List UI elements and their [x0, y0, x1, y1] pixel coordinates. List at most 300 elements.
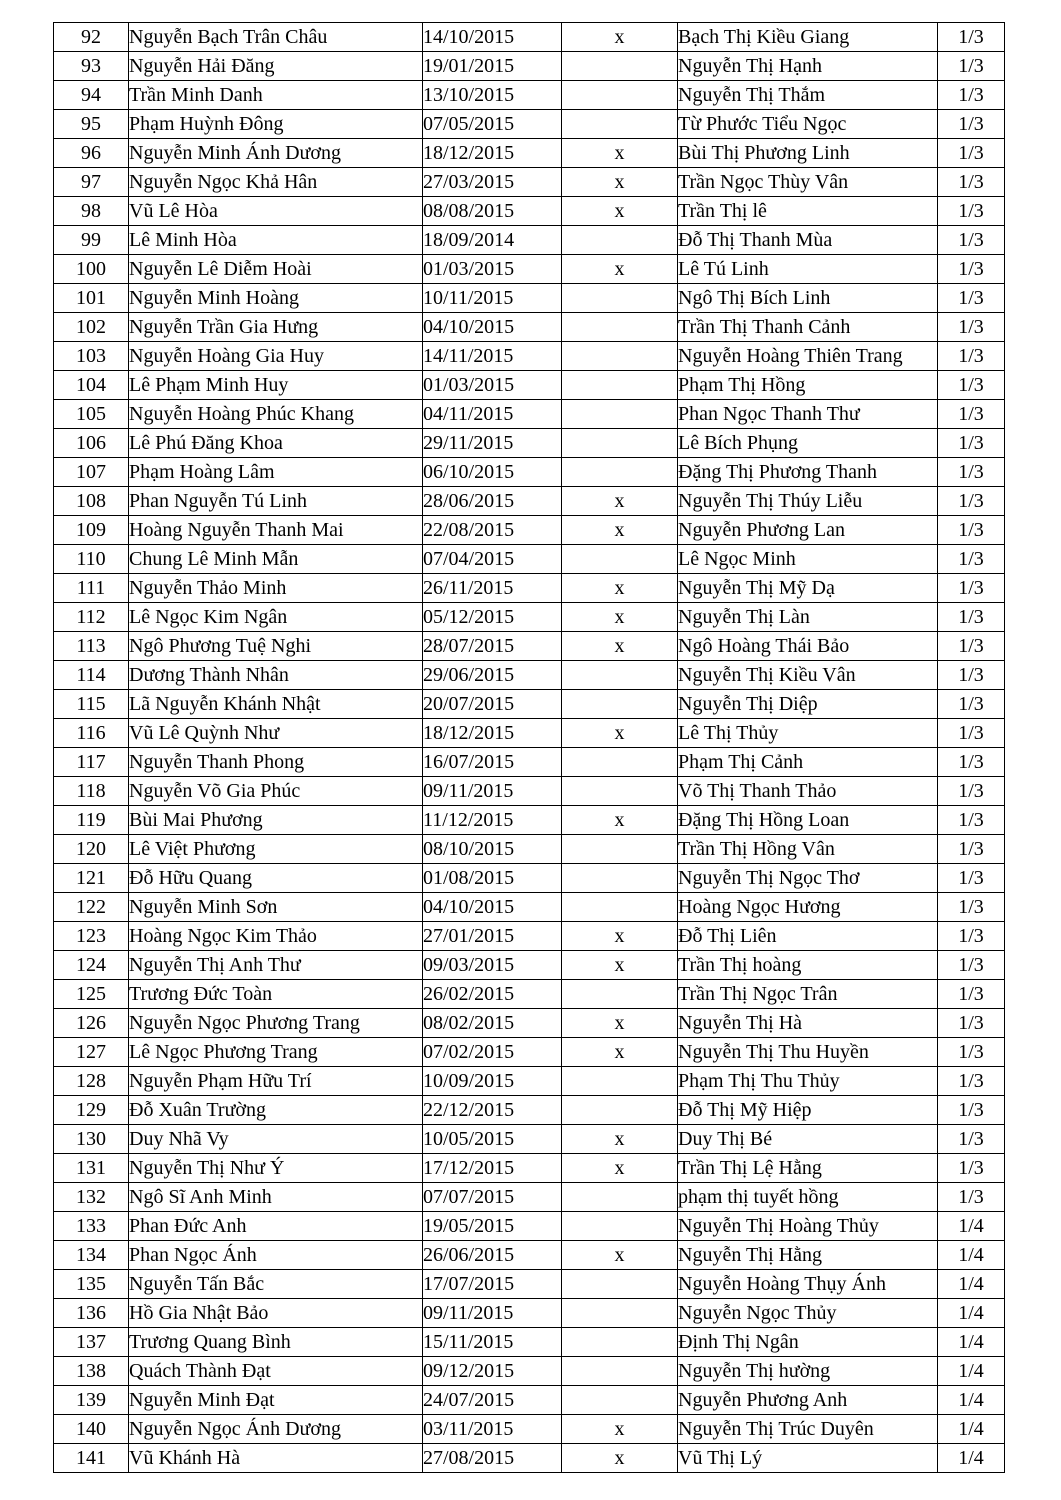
parent-name: Trần Thị hoàng [678, 951, 938, 980]
birth-date: 01/03/2015 [423, 371, 562, 400]
female-mark: x [562, 1154, 678, 1183]
table-row [54, 313, 1005, 342]
birth-date: 07/07/2015 [423, 1183, 562, 1212]
parent-name: Bùi Thị Phương Linh [678, 139, 938, 168]
birth-date: 22/12/2015 [423, 1096, 562, 1125]
student-name: Nguyễn Thị Anh Thư [129, 951, 423, 980]
table-row [54, 1328, 1005, 1357]
student-name: Lê Phạm Minh Huy [129, 371, 423, 400]
student-number: 94 [54, 81, 129, 110]
female-mark: x [562, 487, 678, 516]
parent-name: Nguyễn Thị Thúy Liễu [678, 487, 938, 516]
female-mark: x [562, 719, 678, 748]
table-row [54, 1357, 1005, 1386]
parent-name: Nguyễn Thị Thu Huyền [678, 1038, 938, 1067]
table-row [54, 23, 1005, 52]
female-mark: x [562, 922, 678, 951]
student-number: 134 [54, 1241, 129, 1270]
parent-name: Duy Thị Bé [678, 1125, 938, 1154]
student-name: Nguyễn Hoàng Gia Huy [129, 342, 423, 371]
student-number: 95 [54, 110, 129, 139]
class-name: 1/3 [938, 951, 1005, 980]
parent-name: Lê Bích Phụng [678, 429, 938, 458]
class-name: 1/3 [938, 1154, 1005, 1183]
student-number: 111 [54, 574, 129, 603]
birth-date: 08/08/2015 [423, 197, 562, 226]
female-mark [562, 1299, 678, 1328]
birth-date: 26/06/2015 [423, 1241, 562, 1270]
birth-date: 04/10/2015 [423, 313, 562, 342]
parent-name: Trần Thị Ngọc Trân [678, 980, 938, 1009]
student-name: Nguyễn Thảo Minh [129, 574, 423, 603]
class-name: 1/3 [938, 284, 1005, 313]
birth-date: 18/12/2015 [423, 139, 562, 168]
parent-name: Nguyễn Thị Trúc Duyên [678, 1415, 938, 1444]
student-name: Lê Ngọc Kim Ngân [129, 603, 423, 632]
table-row [54, 1299, 1005, 1328]
female-mark: x [562, 1444, 678, 1473]
birth-date: 18/12/2015 [423, 719, 562, 748]
student-number: 93 [54, 52, 129, 81]
table-row [54, 603, 1005, 632]
table-row [54, 777, 1005, 806]
parent-name: phạm thị tuyết hồng [678, 1183, 938, 1212]
table-row [54, 255, 1005, 284]
student-name: Ngô Sĩ Anh Minh [129, 1183, 423, 1212]
parent-name: Nguyễn Thị Hạnh [678, 52, 938, 81]
student-number: 139 [54, 1386, 129, 1415]
female-mark: x [562, 1009, 678, 1038]
class-name: 1/3 [938, 574, 1005, 603]
parent-name: Đặng Thị Hồng Loan [678, 806, 938, 835]
student-name: Nguyễn Tấn Bắc [129, 1270, 423, 1299]
class-name: 1/3 [938, 110, 1005, 139]
student-name: Vũ Khánh Hà [129, 1444, 423, 1473]
birth-date: 09/03/2015 [423, 951, 562, 980]
birth-date: 22/08/2015 [423, 516, 562, 545]
female-mark: x [562, 255, 678, 284]
student-name: Nguyễn Bạch Trân Châu [129, 23, 423, 52]
student-name: Phạm Hoàng Lâm [129, 458, 423, 487]
female-mark [562, 864, 678, 893]
student-number: 132 [54, 1183, 129, 1212]
student-number: 119 [54, 806, 129, 835]
parent-name: Lê Tú Linh [678, 255, 938, 284]
female-mark [562, 835, 678, 864]
class-name: 1/3 [938, 255, 1005, 284]
birth-date: 11/12/2015 [423, 806, 562, 835]
student-name: Trương Đức Toàn [129, 980, 423, 1009]
student-name: Nguyễn Hoàng Phúc Khang [129, 400, 423, 429]
female-mark [562, 458, 678, 487]
student-number: 121 [54, 864, 129, 893]
class-name: 1/3 [938, 719, 1005, 748]
student-name: Đỗ Hữu Quang [129, 864, 423, 893]
table-row [54, 748, 1005, 777]
class-name: 1/3 [938, 632, 1005, 661]
table-row [54, 1067, 1005, 1096]
birth-date: 28/06/2015 [423, 487, 562, 516]
student-name: Phạm Huỳnh Đông [129, 110, 423, 139]
birth-date: 01/03/2015 [423, 255, 562, 284]
birth-date: 26/11/2015 [423, 574, 562, 603]
parent-name: Ngô Thị Bích Linh [678, 284, 938, 313]
student-number: 124 [54, 951, 129, 980]
class-name: 1/3 [938, 893, 1005, 922]
class-name: 1/3 [938, 226, 1005, 255]
student-number: 109 [54, 516, 129, 545]
class-name: 1/3 [938, 429, 1005, 458]
student-name: Phan Nguyễn Tú Linh [129, 487, 423, 516]
birth-date: 07/04/2015 [423, 545, 562, 574]
class-name: 1/3 [938, 748, 1005, 777]
class-name: 1/3 [938, 313, 1005, 342]
parent-name: Nguyễn Thị Hà [678, 1009, 938, 1038]
birth-date: 14/11/2015 [423, 342, 562, 371]
student-name: Duy Nhã Vy [129, 1125, 423, 1154]
table-row [54, 1096, 1005, 1125]
class-name: 1/3 [938, 1009, 1005, 1038]
class-name: 1/4 [938, 1415, 1005, 1444]
female-mark [562, 1270, 678, 1299]
birth-date: 03/11/2015 [423, 1415, 562, 1444]
birth-date: 09/11/2015 [423, 1299, 562, 1328]
table-row [54, 806, 1005, 835]
female-mark: x [562, 951, 678, 980]
parent-name: Đỗ Thị Thanh Mùa [678, 226, 938, 255]
student-name: Nguyễn Ngọc Khả Hân [129, 168, 423, 197]
class-name: 1/3 [938, 371, 1005, 400]
female-mark: x [562, 603, 678, 632]
class-name: 1/4 [938, 1386, 1005, 1415]
birth-date: 27/03/2015 [423, 168, 562, 197]
student-number: 126 [54, 1009, 129, 1038]
class-name: 1/3 [938, 52, 1005, 81]
table-row [54, 632, 1005, 661]
student-number: 113 [54, 632, 129, 661]
student-name: Hoàng Nguyễn Thanh Mai [129, 516, 423, 545]
birth-date: 06/10/2015 [423, 458, 562, 487]
birth-date: 16/07/2015 [423, 748, 562, 777]
parent-name: Đặng Thị Phương Thanh [678, 458, 938, 487]
female-mark [562, 284, 678, 313]
table-row [54, 951, 1005, 980]
parent-name: Phan Ngọc Thanh Thư [678, 400, 938, 429]
female-mark [562, 226, 678, 255]
table-row [54, 690, 1005, 719]
class-name: 1/3 [938, 458, 1005, 487]
class-name: 1/3 [938, 545, 1005, 574]
female-mark [562, 1067, 678, 1096]
female-mark [562, 1386, 678, 1415]
table-row [54, 1212, 1005, 1241]
table-row [54, 429, 1005, 458]
parent-name: Nguyễn Thị Kiều Vân [678, 661, 938, 690]
table-row [54, 110, 1005, 139]
parent-name: Phạm Thị Hồng [678, 371, 938, 400]
table-row [54, 1386, 1005, 1415]
table-row [54, 1415, 1005, 1444]
student-name: Hồ Gia Nhật Bảo [129, 1299, 423, 1328]
student-name: Nguyễn Ngọc Ánh Dương [129, 1415, 423, 1444]
student-number: 122 [54, 893, 129, 922]
student-number: 135 [54, 1270, 129, 1299]
student-number: 108 [54, 487, 129, 516]
table-row [54, 458, 1005, 487]
student-number: 97 [54, 168, 129, 197]
student-number: 99 [54, 226, 129, 255]
female-mark [562, 400, 678, 429]
student-number: 112 [54, 603, 129, 632]
birth-date: 15/11/2015 [423, 1328, 562, 1357]
female-mark [562, 52, 678, 81]
student-name: Lã Nguyễn Khánh Nhật [129, 690, 423, 719]
female-mark: x [562, 1125, 678, 1154]
student-name: Ngô Phương Tuệ Nghi [129, 632, 423, 661]
female-mark [562, 313, 678, 342]
parent-name: Nguyễn Thị Mỹ Dạ [678, 574, 938, 603]
student-number: 110 [54, 545, 129, 574]
student-number: 125 [54, 980, 129, 1009]
female-mark [562, 1212, 678, 1241]
female-mark [562, 1357, 678, 1386]
student-name: Phan Đức Anh [129, 1212, 423, 1241]
student-name: Lê Ngọc Phương Trang [129, 1038, 423, 1067]
student-number: 136 [54, 1299, 129, 1328]
birth-date: 27/01/2015 [423, 922, 562, 951]
class-name: 1/4 [938, 1357, 1005, 1386]
female-mark [562, 1328, 678, 1357]
student-name: Nguyễn Võ Gia Phúc [129, 777, 423, 806]
student-name: Lê Việt Phương [129, 835, 423, 864]
student-name: Nguyễn Lê Diễm Hoài [129, 255, 423, 284]
class-name: 1/3 [938, 690, 1005, 719]
birth-date: 13/10/2015 [423, 81, 562, 110]
birth-date: 10/11/2015 [423, 284, 562, 313]
female-mark [562, 980, 678, 1009]
class-name: 1/4 [938, 1299, 1005, 1328]
birth-date: 26/02/2015 [423, 980, 562, 1009]
female-mark [562, 690, 678, 719]
female-mark: x [562, 168, 678, 197]
student-number: 117 [54, 748, 129, 777]
class-name: 1/3 [938, 400, 1005, 429]
table-row [54, 1038, 1005, 1067]
birth-date: 04/10/2015 [423, 893, 562, 922]
female-mark [562, 371, 678, 400]
parent-name: Trần Thị Lệ Hằng [678, 1154, 938, 1183]
student-name: Nguyễn Phạm Hữu Trí [129, 1067, 423, 1096]
birth-date: 01/08/2015 [423, 864, 562, 893]
parent-name: Phạm Thị Thu Thủy [678, 1067, 938, 1096]
student-name: Nguyễn Trần Gia Hưng [129, 313, 423, 342]
class-name: 1/3 [938, 603, 1005, 632]
table-row [54, 893, 1005, 922]
student-number: 101 [54, 284, 129, 313]
table-row [54, 197, 1005, 226]
female-mark: x [562, 574, 678, 603]
class-name: 1/3 [938, 516, 1005, 545]
table-row [54, 574, 1005, 603]
parent-name: Nguyễn Thị Ngọc Thơ [678, 864, 938, 893]
class-name: 1/4 [938, 1270, 1005, 1299]
table-row [54, 1009, 1005, 1038]
parent-name: Hoàng Ngọc Hương [678, 893, 938, 922]
student-number: 115 [54, 690, 129, 719]
birth-date: 18/09/2014 [423, 226, 562, 255]
student-number: 92 [54, 23, 129, 52]
student-name: Vũ Lê Quỳnh Như [129, 719, 423, 748]
female-mark: x [562, 1415, 678, 1444]
birth-date: 14/10/2015 [423, 23, 562, 52]
parent-name: Ngô Hoàng Thái Bảo [678, 632, 938, 661]
female-mark: x [562, 23, 678, 52]
student-name: Lê Minh Hòa [129, 226, 423, 255]
parent-name: Nguyễn Phương Lan [678, 516, 938, 545]
class-name: 1/4 [938, 1241, 1005, 1270]
class-name: 1/3 [938, 23, 1005, 52]
student-number: 138 [54, 1357, 129, 1386]
birth-date: 08/10/2015 [423, 835, 562, 864]
female-mark [562, 893, 678, 922]
student-number: 133 [54, 1212, 129, 1241]
student-number: 127 [54, 1038, 129, 1067]
table-row [54, 516, 1005, 545]
table-row [54, 342, 1005, 371]
class-name: 1/3 [938, 922, 1005, 951]
table-row [54, 1270, 1005, 1299]
parent-name: Võ Thị Thanh Thảo [678, 777, 938, 806]
female-mark [562, 429, 678, 458]
table-row [54, 719, 1005, 748]
table-row [54, 81, 1005, 110]
student-name: Nguyễn Ngọc Phương Trang [129, 1009, 423, 1038]
student-name: Bùi Mai Phương [129, 806, 423, 835]
parent-name: Từ Phước Tiểu Ngọc [678, 110, 938, 139]
class-name: 1/3 [938, 864, 1005, 893]
student-number: 105 [54, 400, 129, 429]
table-row [54, 1125, 1005, 1154]
table-row [54, 980, 1005, 1009]
female-mark [562, 748, 678, 777]
parent-name: Trần Thị Thanh Cảnh [678, 313, 938, 342]
class-name: 1/3 [938, 980, 1005, 1009]
parent-name: Lê Ngọc Minh [678, 545, 938, 574]
class-name: 1/4 [938, 1328, 1005, 1357]
student-number: 120 [54, 835, 129, 864]
parent-name: Nguyễn Hoàng Thiên Trang [678, 342, 938, 371]
student-number: 118 [54, 777, 129, 806]
class-name: 1/3 [938, 168, 1005, 197]
table-row [54, 487, 1005, 516]
parent-name: Nguyễn Thị Hằng [678, 1241, 938, 1270]
student-number: 140 [54, 1415, 129, 1444]
student-number: 141 [54, 1444, 129, 1473]
parent-name: Nguyễn Thị Diệp [678, 690, 938, 719]
birth-date: 04/11/2015 [423, 400, 562, 429]
class-name: 1/3 [938, 139, 1005, 168]
parent-name: Nguyễn Hoàng Thụy Ánh [678, 1270, 938, 1299]
parent-name: Nguyễn Thị Hoàng Thủy [678, 1212, 938, 1241]
female-mark: x [562, 806, 678, 835]
student-number: 123 [54, 922, 129, 951]
student-name: Trần Minh Danh [129, 81, 423, 110]
class-name: 1/3 [938, 661, 1005, 690]
birth-date: 07/05/2015 [423, 110, 562, 139]
student-name: Nguyễn Minh Ánh Dương [129, 139, 423, 168]
student-roster-table [53, 22, 1005, 1473]
table-row [54, 1183, 1005, 1212]
table-row [54, 922, 1005, 951]
class-name: 1/3 [938, 1096, 1005, 1125]
female-mark [562, 661, 678, 690]
class-name: 1/3 [938, 342, 1005, 371]
class-name: 1/4 [938, 1212, 1005, 1241]
female-mark: x [562, 632, 678, 661]
birth-date: 19/05/2015 [423, 1212, 562, 1241]
class-name: 1/3 [938, 835, 1005, 864]
student-name: Nguyễn Thị Như Ý [129, 1154, 423, 1183]
student-number: 130 [54, 1125, 129, 1154]
class-name: 1/3 [938, 1067, 1005, 1096]
female-mark: x [562, 1038, 678, 1067]
birth-date: 08/02/2015 [423, 1009, 562, 1038]
birth-date: 10/05/2015 [423, 1125, 562, 1154]
parent-name: Trần Thị Hồng Vân [678, 835, 938, 864]
table-row [54, 864, 1005, 893]
birth-date: 05/12/2015 [423, 603, 562, 632]
table-row [54, 835, 1005, 864]
student-name: Chung Lê Minh Mẫn [129, 545, 423, 574]
student-name: Quách Thành Đạt [129, 1357, 423, 1386]
table-row [54, 168, 1005, 197]
student-number: 102 [54, 313, 129, 342]
table-row [54, 1241, 1005, 1270]
birth-date: 29/11/2015 [423, 429, 562, 458]
birth-date: 07/02/2015 [423, 1038, 562, 1067]
table-row [54, 661, 1005, 690]
birth-date: 27/08/2015 [423, 1444, 562, 1473]
female-mark [562, 545, 678, 574]
birth-date: 10/09/2015 [423, 1067, 562, 1096]
female-mark: x [562, 516, 678, 545]
class-name: 1/4 [938, 1444, 1005, 1473]
student-number: 98 [54, 197, 129, 226]
roster-body [54, 23, 1005, 1473]
birth-date: 09/11/2015 [423, 777, 562, 806]
student-number: 137 [54, 1328, 129, 1357]
table-row [54, 52, 1005, 81]
parent-name: Trần Ngọc Thùy Vân [678, 168, 938, 197]
table-row [54, 1154, 1005, 1183]
student-name: Vũ Lê Hòa [129, 197, 423, 226]
birth-date: 24/07/2015 [423, 1386, 562, 1415]
female-mark: x [562, 197, 678, 226]
parent-name: Vũ Thị Lý [678, 1444, 938, 1473]
student-name: Dương Thành Nhân [129, 661, 423, 690]
birth-date: 28/07/2015 [423, 632, 562, 661]
birth-date: 20/07/2015 [423, 690, 562, 719]
student-name: Nguyễn Minh Hoàng [129, 284, 423, 313]
student-number: 103 [54, 342, 129, 371]
class-name: 1/3 [938, 1183, 1005, 1212]
table-row [54, 139, 1005, 168]
female-mark [562, 1183, 678, 1212]
birth-date: 17/07/2015 [423, 1270, 562, 1299]
student-name: Lê Phú Đăng Khoa [129, 429, 423, 458]
female-mark [562, 342, 678, 371]
student-number: 129 [54, 1096, 129, 1125]
